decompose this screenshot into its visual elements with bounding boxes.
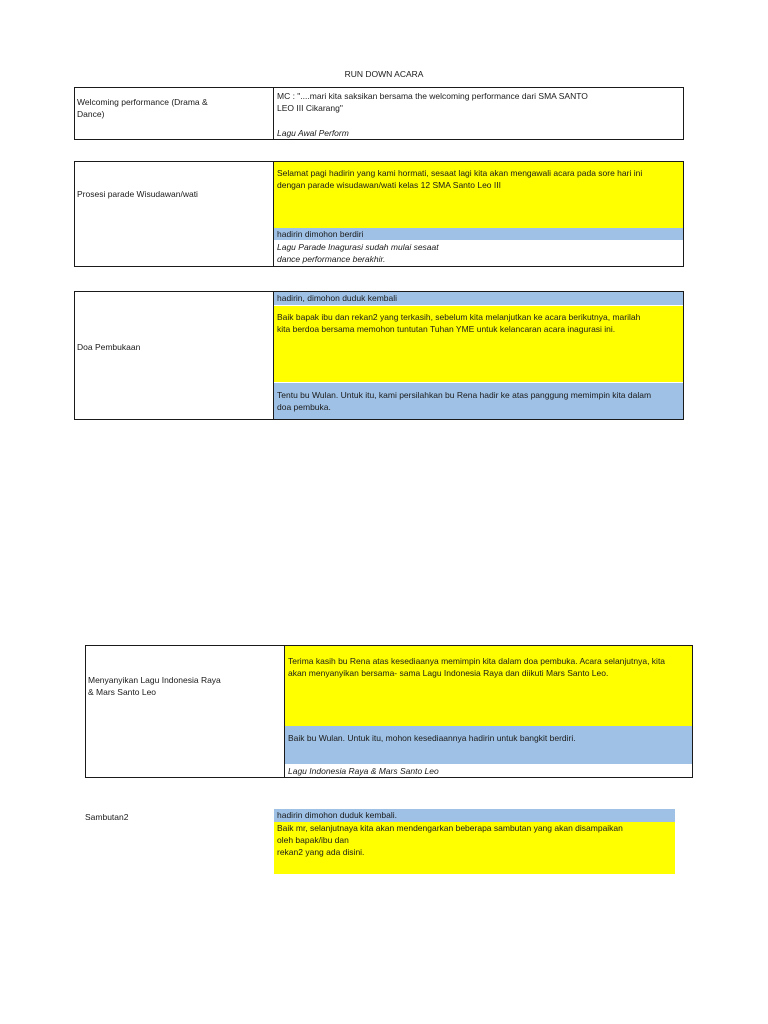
section-label: Prosesi parade Wisudawan/wati [77,189,198,199]
section-doa [74,291,684,420]
instruction-line: hadirin, dimohon duduk kembali [274,292,683,305]
section-sambutan [85,808,685,878]
section-lagu [85,645,693,778]
instruction-line: hadirin dimohon berdiri [274,228,683,240]
song-note: Lagu Indonesia Raya & Mars Santo Leo [288,766,439,776]
section-label: Doa Pembukaan [77,342,141,352]
instruction-line: hadirin dimohon duduk kembali. [274,809,675,822]
mc-line: Selamat pagi hadirin yang kami hormati, sesaat lagi kita akan mengawali acara pada sore hari ini dengan parade wisudawan/wati kelas 12 SMA Santo Leo III [274,162,683,228]
section-label: Sambutan2 [85,812,129,822]
mc-line: Terima kasih bu Rena atas kesediaanya memimpin kita dalam doa pembuka. Acara selanjutnya, kita akan menyanyikan bersama- sama Lagu Indonesia Raya dan diikuti Mars Santo Leo. [285,646,692,726]
mc-line: MC : "....mari kita saksikan bersama the welcoming performance dari SMA SANTO LEO III Cikarang" [277,91,588,113]
song-note: Lagu Parade Inagurasi sudah mulai sesaat dance performance berakhir. [277,242,439,264]
song-note: Lagu Awal Perform [277,128,349,138]
mc-line: Tentu bu Wulan. Untuk itu, kami persilahkan bu Rena hadir ke atas panggung memimpin kita dalam doa pembuka. [274,383,683,419]
document-title: RUN DOWN ACARA [344,69,424,79]
mc-line: Baik bapak ibu dan rekan2 yang terkasih, sebelum kita melanjutkan ke acara berikutnya, marilah kita berdoa bersama memohon tuntutan Tuhan YME untuk kelancaran acara inagurasi ini. [274,306,683,382]
section-label: Welcoming performance (Drama & Dance) [77,97,208,119]
section-welcoming [74,87,684,140]
section-label: Menyanyikan Lagu Indonesia Raya & Mars Santo Leo [88,675,221,697]
mc-line: Baik mr, selanjutnaya kita akan mendengarkan beberapa sambutan yang akan disampaikan oleh bapak/ibu dan rekan2 yang ada disini. [274,822,675,874]
mc-line: Baik bu Wulan. Untuk itu, mohon kesediaannya hadirin untuk bangkit berdiri. [285,726,692,764]
section-parade [74,161,684,267]
